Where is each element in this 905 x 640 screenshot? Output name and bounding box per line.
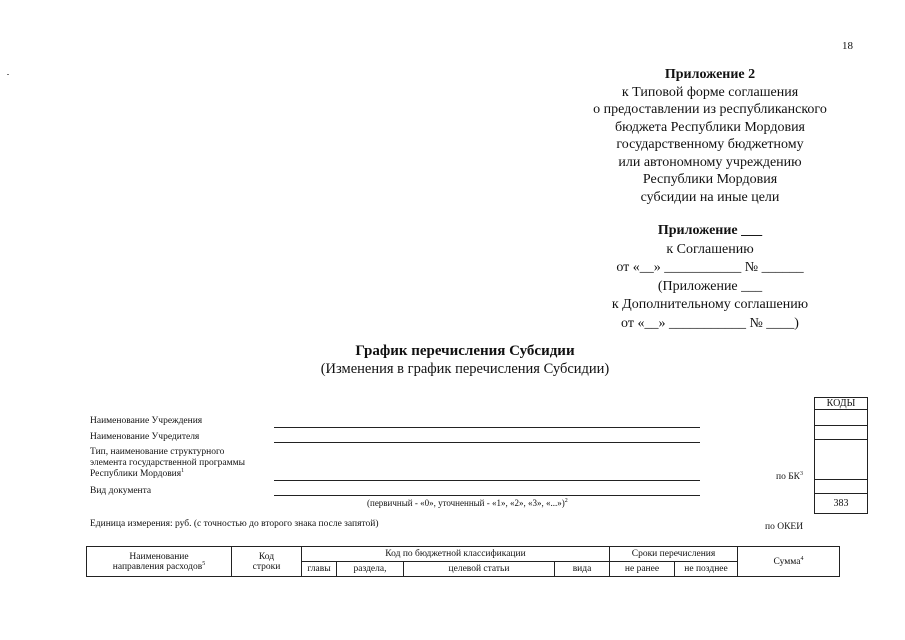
header-sum [738, 547, 840, 577]
agreement-title: Приложение ___ [657, 223, 763, 238]
agreement-line: от «__» ___________ № ______ [616, 260, 804, 275]
header-expense-direction [87, 547, 232, 577]
document-subtitle: (Изменения в график перечисления Субсидии) [320, 361, 610, 377]
header-expense-line1: Наименование [129, 551, 189, 562]
doc-type-note-text: (первичный - «0», уточненный - «1», «2», «3», «...») [367, 498, 565, 508]
header-target-item: целевой статьи [404, 562, 555, 577]
doc-type-note [367, 498, 568, 508]
header-not-later: не позднее [675, 562, 738, 577]
header-sum-text: Сумма [773, 556, 801, 567]
appendix-line: государственному бюджетному [616, 137, 804, 152]
footnote-mark: 2 [564, 498, 568, 504]
agreement-reference [590, 222, 830, 333]
appendix-line: или автономному учреждению [618, 154, 802, 170]
doc-type-label: Вид документа [90, 486, 152, 496]
struct-label-line3 [90, 469, 184, 480]
struct-label-line2: элемента государственной программы [90, 458, 245, 468]
footnote-mark: 1 [181, 467, 185, 474]
header-not-before: не ранее [610, 562, 675, 577]
struct-field-line [274, 480, 700, 481]
page-number: 18 [842, 40, 853, 52]
codes-table [814, 397, 868, 514]
header-expense-line2: направления расходов [112, 561, 203, 572]
struct-label-text: Республики Мордовия [90, 469, 182, 479]
appendix-line: о предоставлении из республиканского [593, 102, 827, 117]
footnote-mark: 4 [800, 555, 804, 562]
code-cell-bk [815, 440, 868, 480]
footnote-mark: 5 [202, 560, 206, 567]
agreement-line: от «__» ___________ № ____) [621, 315, 799, 331]
codes-header: КОДЫ [815, 398, 868, 410]
institution-field-line [274, 427, 700, 428]
header-code-line2: строки [252, 561, 281, 572]
footnote-mark: 3 [800, 470, 804, 477]
institution-label: Наименование Учреждения [90, 416, 203, 426]
code-cell-institution [815, 410, 868, 426]
code-cell-founder [815, 426, 868, 440]
appendix-line: бюджета Республики Мордовия [614, 119, 805, 135]
appendix-line: к Типовой форме соглашения [621, 84, 799, 100]
founder-field-line [274, 442, 700, 443]
header-line-code [232, 547, 302, 577]
header-kind: вида [555, 562, 610, 577]
schedule-table [86, 546, 840, 577]
code-cell-doc-type [815, 480, 868, 494]
appendix-header [580, 66, 840, 206]
agreement-line: (Приложение ___ [657, 278, 763, 294]
po-bk-label [776, 472, 803, 483]
appendix-title: Приложение 2 [664, 67, 756, 82]
appendix-line: Республики Мордовия [642, 172, 778, 187]
header-code-line1: Код [258, 551, 275, 562]
po-bk-text: по БК [776, 472, 801, 482]
header-budget-classification: Код по бюджетной классификации [302, 547, 610, 562]
appendix-line: субсидии на иные цели [640, 189, 780, 205]
struct-label-line1: Тип, наименование структурного [90, 447, 225, 457]
unit-label: Единица измерения: руб. (с точностью до второго знака после запятой) [90, 519, 379, 529]
agreement-line: к Соглашению [666, 241, 754, 257]
header-section: раздела, [337, 562, 404, 577]
header-chapter: главы [302, 562, 337, 577]
agreement-line: к Дополнительному соглашению [611, 297, 809, 312]
code-cell-okei: 383 [815, 494, 868, 514]
doc-type-field-line [274, 495, 700, 496]
po-okei-label: по ОКЕИ [765, 522, 804, 532]
document-title: График перечисления Субсидии [355, 343, 575, 359]
header-transfer-terms: Сроки перечисления [610, 547, 738, 562]
founder-label: Наименование Учредителя [90, 432, 200, 442]
scan-mark [7, 74, 9, 75]
